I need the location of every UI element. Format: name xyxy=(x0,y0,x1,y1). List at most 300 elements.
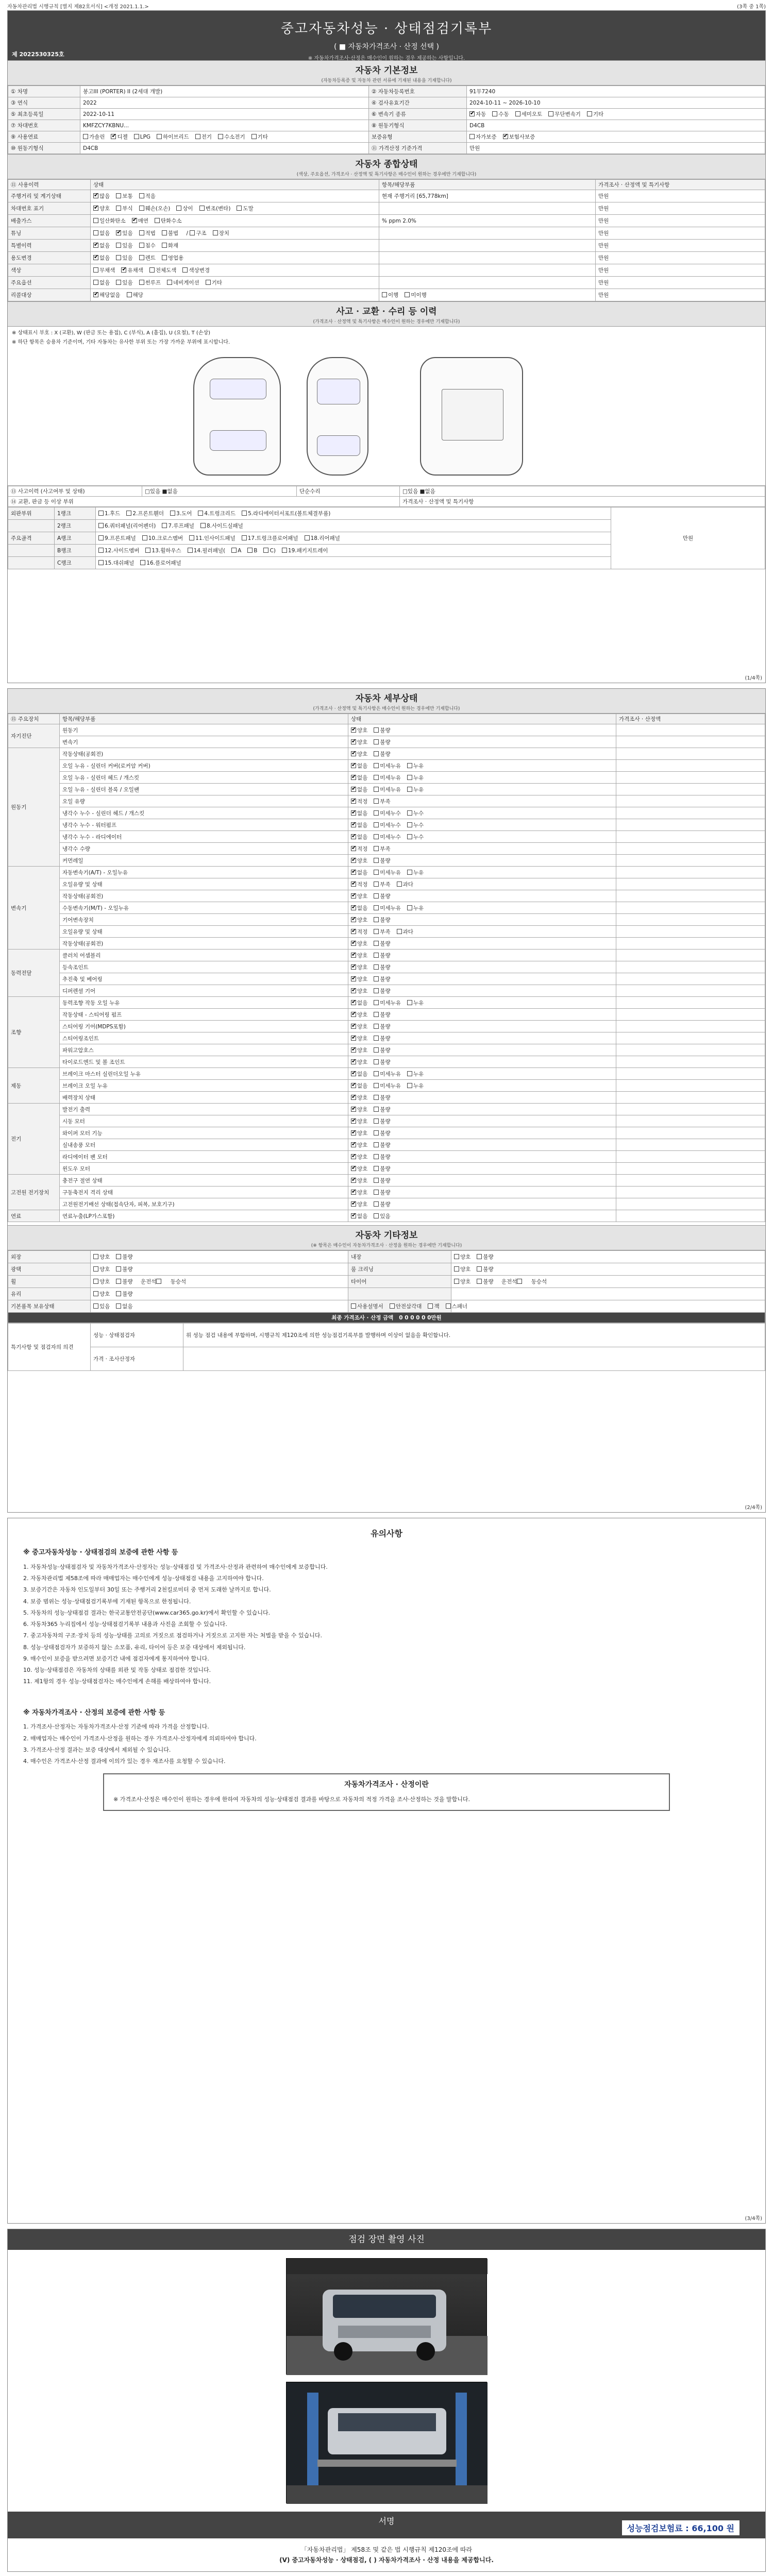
checkbox[interactable] xyxy=(374,1201,379,1207)
device-item-status: ✔ 적정 부족 과다 xyxy=(348,926,616,938)
checkbox[interactable] xyxy=(162,523,167,528)
checkbox[interactable] xyxy=(374,810,379,816)
device-group-label: 전기 xyxy=(8,1104,60,1175)
notice-paragraph: 1. 자동차성능·상태점검자 및 자동차가격조사·산정자는 성능·상태점검 및 가격조사·산정과 관련하여 매수인에게 보증합니다. xyxy=(23,1563,328,1570)
checkbox[interactable] xyxy=(139,255,144,260)
checkbox[interactable] xyxy=(242,535,247,540)
checkbox[interactable] xyxy=(351,1178,356,1183)
checkbox[interactable] xyxy=(374,858,379,863)
other-table xyxy=(8,1250,765,1323)
device-item-label: 오일유량 및 상태 xyxy=(60,926,348,938)
checkbox[interactable] xyxy=(93,1291,98,1296)
document-number: 제 2022530325호 xyxy=(12,51,64,58)
device-item-status: ✔ 양호 불량 xyxy=(348,1198,616,1210)
checkbox[interactable] xyxy=(374,941,379,946)
device-item-price xyxy=(616,1198,765,1210)
checkbox[interactable] xyxy=(374,905,379,910)
checkbox[interactable] xyxy=(407,1000,412,1005)
other-item-value: 양호 불량 xyxy=(91,1288,348,1300)
checkbox[interactable] xyxy=(139,193,144,198)
device-item-label: 냉각수 누수 - 라디에이터 xyxy=(60,831,348,843)
checkbox[interactable] xyxy=(195,134,200,139)
field-value: 2022-10-11 xyxy=(80,109,369,120)
checkbox[interactable] xyxy=(374,727,379,733)
checkbox[interactable] xyxy=(374,1154,379,1159)
checkbox[interactable] xyxy=(93,267,98,273)
checkbox[interactable] xyxy=(200,523,206,528)
notice-paragraph: 3. 보증기간은 자동차 인도일부터 30일 또는 주행거리 2천킬로미터 중 먼저 도래한 날까지로 합니다. xyxy=(23,1586,271,1594)
device-item-status: ✔ 양호 불량 xyxy=(348,1044,616,1056)
appraisal-box-text: ※ 가격조사·산정은 매수인이 원하는 경우에 한하여 자동차의 성능·상태점검 결과를 바탕으로 자동차의 적정 가격을 조사·산정하는 것을 말합니다. xyxy=(113,1795,470,1803)
checkbox[interactable] xyxy=(351,1201,356,1207)
checkbox[interactable] xyxy=(351,810,356,816)
appraisal-paragraph: 3. 가격조사·산정 결과는 보증 대상에서 제외될 수 있습니다. xyxy=(23,1746,171,1753)
checkbox[interactable] xyxy=(188,548,193,553)
checkbox[interactable] xyxy=(351,870,356,875)
device-item-price xyxy=(616,914,765,926)
checkbox[interactable] xyxy=(93,230,98,235)
checkbox[interactable] xyxy=(351,1012,356,1017)
checkbox[interactable] xyxy=(116,1266,121,1272)
checkbox[interactable] xyxy=(517,1279,522,1284)
checkbox[interactable] xyxy=(374,775,379,780)
checkbox[interactable] xyxy=(454,1254,459,1259)
notice-paragraph: 8. 성능·상태점검자가 보증하지 않는 소모품, 유리, 타이어 등은 보증 대상에서 제외됩니다. xyxy=(23,1643,246,1651)
checkbox[interactable] xyxy=(374,1071,379,1076)
checkbox[interactable] xyxy=(374,882,379,887)
checkbox[interactable] xyxy=(93,193,98,198)
checkbox[interactable] xyxy=(407,834,412,839)
checkbox[interactable] xyxy=(477,1266,482,1272)
checkbox[interactable] xyxy=(93,280,98,285)
checkbox[interactable] xyxy=(351,988,356,993)
checkbox[interactable] xyxy=(116,1254,121,1259)
checkbox[interactable] xyxy=(83,134,88,139)
checkbox[interactable] xyxy=(93,218,98,223)
checkbox[interactable] xyxy=(139,243,144,248)
device-item-status: ✔ 없음 미세누유 누유 xyxy=(348,772,616,784)
checkbox[interactable] xyxy=(351,1000,356,1005)
checkbox[interactable] xyxy=(351,941,356,946)
checkbox[interactable] xyxy=(127,292,132,297)
column-header: 상태 xyxy=(91,180,379,190)
checkbox[interactable] xyxy=(162,230,167,235)
checkbox[interactable] xyxy=(351,1095,356,1100)
checkbox[interactable] xyxy=(351,846,356,851)
checkbox[interactable] xyxy=(139,230,144,235)
checkbox[interactable] xyxy=(374,1036,379,1041)
form-header-note xyxy=(7,2,766,9)
checkbox[interactable] xyxy=(454,1266,459,1272)
checkbox[interactable] xyxy=(116,193,121,198)
checkbox[interactable] xyxy=(374,1142,379,1147)
checkbox[interactable] xyxy=(351,1107,356,1112)
other-item-value: 양호 불량 xyxy=(91,1251,348,1263)
checkbox[interactable] xyxy=(351,739,356,744)
appraisal-box-title: 자동차가격조사 · 산정이란 xyxy=(344,1781,429,1789)
checkbox[interactable] xyxy=(351,1118,356,1124)
checkbox[interactable] xyxy=(374,976,379,981)
checkbox[interactable] xyxy=(305,535,310,540)
checkbox[interactable] xyxy=(374,834,379,839)
device-item-price xyxy=(616,926,765,938)
checkbox[interactable] xyxy=(407,870,412,875)
device-item-label: 원동기 xyxy=(60,724,348,736)
checkbox[interactable] xyxy=(351,905,356,910)
checkbox[interactable] xyxy=(351,1154,356,1159)
overall-item-detail xyxy=(379,252,596,264)
field-value: 봉고III (PORTER) II (2세대 개발) xyxy=(80,86,369,97)
device-item-price xyxy=(616,843,765,855)
checkbox[interactable] xyxy=(199,206,205,211)
checkbox[interactable] xyxy=(515,111,520,116)
checkbox[interactable] xyxy=(134,134,139,139)
checkbox[interactable] xyxy=(351,1036,356,1041)
notice-paragraph: 4. 보증 범위는 성능·상태점검기록부에 기재된 항목으로 한정됩니다. xyxy=(23,1598,191,1605)
overall-item-status: 없음✔ 있음 적법 불법 / 구조 장치 xyxy=(91,227,379,240)
checkbox[interactable] xyxy=(351,787,356,792)
simple-repair-label: 단순수리 xyxy=(297,486,400,497)
overall-item-status: ✔ 없음 있음 침수 화재 xyxy=(91,240,379,252)
checkbox[interactable] xyxy=(162,255,167,260)
checkbox[interactable] xyxy=(374,1118,379,1124)
device-group-label: 조향 xyxy=(8,997,60,1068)
checkbox[interactable] xyxy=(469,134,475,139)
checkbox[interactable] xyxy=(469,111,475,116)
checkbox[interactable] xyxy=(374,787,379,792)
checkbox[interactable] xyxy=(116,280,121,285)
checkbox[interactable] xyxy=(397,929,402,934)
checkbox[interactable] xyxy=(156,1279,161,1284)
checkbox[interactable] xyxy=(282,548,287,553)
checkbox[interactable] xyxy=(98,523,104,528)
checkbox[interactable] xyxy=(182,267,188,273)
checkbox[interactable] xyxy=(351,858,356,863)
checkbox[interactable] xyxy=(374,988,379,993)
overall-title: 자동차 종합상태 xyxy=(355,159,418,170)
checkbox[interactable] xyxy=(132,218,137,223)
device-item-status: ✔ 양호 불량 xyxy=(348,985,616,997)
device-item-status: ✔ 양호 불량 xyxy=(348,914,616,926)
part-group-label: 주요골격 xyxy=(8,532,55,545)
accident-history-label: ⑬ 사고이력 (사고여부 및 상태) xyxy=(8,486,142,497)
device-item-price xyxy=(616,1151,765,1163)
checkbox[interactable] xyxy=(351,1047,356,1053)
accident-subtitle: (가격조사 · 산정액 및 특기사항은 매수인이 원하는 경우에만 기재합니다) xyxy=(313,319,460,325)
field-label: ⑥ 변속기 종류 xyxy=(369,109,467,120)
abnormal-parts-label: ⑭ 교환, 판금 등 이상 부위 xyxy=(8,497,400,507)
checkbox[interactable] xyxy=(351,1024,356,1029)
checkbox[interactable] xyxy=(374,1130,379,1136)
overall-item-detail: % ppm 2.0% xyxy=(379,215,596,227)
device-item-price xyxy=(616,819,765,831)
checkbox[interactable] xyxy=(374,846,379,851)
column-header: 항목/해당부품 xyxy=(60,714,348,724)
checkbox[interactable] xyxy=(98,560,104,565)
checkbox[interactable] xyxy=(351,751,356,756)
device-item-label: 스티어링조인트 xyxy=(60,1032,348,1044)
checkbox[interactable] xyxy=(407,1083,412,1088)
checkbox[interactable] xyxy=(503,134,508,139)
device-item-label: 동력조향 작동 오일 누유 xyxy=(60,997,348,1009)
checkbox[interactable] xyxy=(492,111,497,116)
accident-price-value: 만원 xyxy=(611,507,765,569)
device-item-label: 구동축전지 격리 상태 xyxy=(60,1187,348,1198)
checkbox[interactable] xyxy=(407,775,412,780)
checkbox[interactable] xyxy=(242,511,247,516)
checkbox[interactable] xyxy=(374,739,379,744)
checkbox[interactable] xyxy=(407,905,412,910)
checkbox[interactable] xyxy=(142,535,147,540)
device-item-price xyxy=(616,736,765,748)
device-item-price xyxy=(616,938,765,950)
overall-table xyxy=(8,179,765,301)
other-item-label: 사용설명서 안전삼각대 잭 스패너 xyxy=(348,1300,451,1313)
checkbox[interactable] xyxy=(351,929,356,934)
checkbox[interactable] xyxy=(218,134,223,139)
checkbox[interactable] xyxy=(351,882,356,887)
accident-parts-table xyxy=(8,507,765,569)
checkbox[interactable] xyxy=(98,511,104,516)
notice-heading-1: ※ 중고자동차성능 · 상태점검의 보증에 관한 사항 등 xyxy=(23,1549,178,1556)
checkbox[interactable] xyxy=(140,560,145,565)
checkbox[interactable] xyxy=(548,111,553,116)
device-item-price xyxy=(616,1068,765,1080)
checkbox[interactable] xyxy=(111,134,116,139)
checkbox[interactable] xyxy=(139,280,144,285)
car-outline-left xyxy=(193,357,281,476)
checkbox[interactable] xyxy=(351,763,356,768)
checkbox[interactable] xyxy=(454,1279,459,1284)
checkbox[interactable] xyxy=(351,964,356,970)
device-item-label: 오일 누유 - 실린더 커버(로커암 커버) xyxy=(60,760,348,772)
special-table xyxy=(8,1323,765,1371)
device-item-status: ✔ 없음 미세누유 누유 xyxy=(348,1080,616,1092)
checkbox[interactable] xyxy=(93,1279,98,1284)
device-item-label: 오일유량 및 상태 xyxy=(60,878,348,890)
checkbox[interactable] xyxy=(351,1213,356,1218)
form-reference: 자동차관리법 시행규칙 [별지 제82호서식] <개정 2021.1.1.> xyxy=(7,4,149,10)
checkbox[interactable] xyxy=(351,976,356,981)
checkbox[interactable] xyxy=(263,548,268,553)
device-item-status: ✔ 적정 부족 xyxy=(348,795,616,807)
checkbox[interactable] xyxy=(374,1095,379,1100)
checkbox[interactable] xyxy=(121,267,126,273)
checkbox[interactable] xyxy=(351,1059,356,1064)
checkbox[interactable] xyxy=(98,535,104,540)
device-item-price xyxy=(616,760,765,772)
checkbox[interactable] xyxy=(407,1071,412,1076)
checkbox[interactable] xyxy=(116,1279,121,1284)
checkbox[interactable] xyxy=(189,535,194,540)
checkbox[interactable] xyxy=(351,1130,356,1136)
device-item-label: 등속조인트 xyxy=(60,961,348,973)
overall-item-price: 만원 xyxy=(596,190,765,202)
checkbox[interactable] xyxy=(374,1178,379,1183)
checkbox[interactable] xyxy=(351,799,356,804)
checkbox[interactable] xyxy=(351,917,356,922)
accident-section xyxy=(8,301,765,569)
accident-note: ※ 하단 항목은 승용차 기준이며, 기타 자동차는 유사한 부위 또는 가장 가까운 부위에 표시합니다. xyxy=(12,340,230,345)
car-outline-top xyxy=(307,357,368,476)
checkbox[interactable] xyxy=(145,548,150,553)
checkbox[interactable] xyxy=(397,882,402,887)
checkbox[interactable] xyxy=(167,280,172,285)
appraisal-paragraph: 1. 가격조사·산정자는 자동차가격조사·산정 기준에 따라 가격을 산정합니다. xyxy=(23,1723,209,1731)
checkbox[interactable] xyxy=(374,822,379,827)
checkbox[interactable] xyxy=(374,870,379,875)
checkbox[interactable] xyxy=(374,763,379,768)
checkbox[interactable] xyxy=(198,511,203,516)
checkbox[interactable] xyxy=(374,1012,379,1017)
checkbox[interactable] xyxy=(351,1190,356,1195)
checkbox[interactable] xyxy=(157,134,162,139)
checkbox[interactable] xyxy=(247,548,253,553)
checkbox[interactable] xyxy=(116,255,121,260)
checkbox[interactable] xyxy=(477,1254,482,1259)
checkbox[interactable] xyxy=(139,206,144,211)
overall-item-status: ✔ 많음 보통 적음 xyxy=(91,190,379,202)
checkbox[interactable] xyxy=(407,810,412,816)
checkbox[interactable] xyxy=(382,292,387,297)
part-options: 15.대쉬패널 16.플로어패널 xyxy=(96,557,611,569)
checkbox[interactable] xyxy=(231,548,237,553)
device-item-price xyxy=(616,973,765,985)
checkbox[interactable] xyxy=(351,834,356,839)
other-item-value: 양호 불량 xyxy=(451,1251,765,1263)
checkbox[interactable] xyxy=(116,243,121,248)
other-item-value xyxy=(451,1300,765,1313)
checkbox[interactable] xyxy=(93,243,98,248)
checkbox[interactable] xyxy=(155,218,160,223)
checkbox[interactable] xyxy=(374,1213,379,1218)
checkbox[interactable] xyxy=(374,1059,379,1064)
checkbox[interactable] xyxy=(351,775,356,780)
checkbox[interactable] xyxy=(374,1190,379,1195)
checkbox[interactable] xyxy=(98,548,104,553)
checkbox[interactable] xyxy=(116,1291,121,1296)
checkbox[interactable] xyxy=(374,893,379,899)
device-item-price xyxy=(616,1115,765,1127)
checkbox[interactable] xyxy=(170,511,175,516)
checkbox[interactable] xyxy=(390,1303,395,1309)
checkbox[interactable] xyxy=(116,230,121,235)
checkbox[interactable] xyxy=(93,1303,98,1309)
checkbox[interactable] xyxy=(374,1107,379,1112)
checkbox[interactable] xyxy=(351,953,356,958)
checkbox[interactable] xyxy=(351,1303,356,1309)
checkbox[interactable] xyxy=(93,255,98,260)
checkbox[interactable] xyxy=(351,1071,356,1076)
checkbox[interactable] xyxy=(351,1142,356,1147)
device-item-label: 냉각수 누수 - 실린더 헤드 / 개스킷 xyxy=(60,807,348,819)
checkbox[interactable] xyxy=(93,1266,98,1272)
checkbox[interactable] xyxy=(93,1254,98,1259)
column-header: ⑪ 사용이력 xyxy=(8,180,91,190)
checkbox[interactable] xyxy=(213,230,218,235)
checkbox[interactable] xyxy=(428,1303,433,1309)
inspection-photo-front[interactable] xyxy=(286,2258,487,2375)
checkbox[interactable] xyxy=(93,206,98,211)
checkbox[interactable] xyxy=(237,206,242,211)
checkbox[interactable] xyxy=(407,787,412,792)
accident-legend: ※ 상태표시 부호 : X (교환), W (판금 또는 용접), C (부식), A (흠집), U (요철), T (손상) xyxy=(12,330,211,336)
page-number: (3/4쪽) xyxy=(745,2216,762,2222)
checkbox[interactable] xyxy=(374,1024,379,1029)
checkbox[interactable] xyxy=(93,292,98,297)
checkbox[interactable] xyxy=(446,1303,451,1309)
checkbox[interactable] xyxy=(116,1303,121,1309)
device-item-status: ✔ 양호 불량 xyxy=(348,973,616,985)
checkbox[interactable] xyxy=(190,230,195,235)
field-value: KMFZCY7KBNU... xyxy=(80,120,369,131)
checkbox[interactable] xyxy=(477,1279,482,1284)
checkbox[interactable] xyxy=(149,267,155,273)
checkbox[interactable] xyxy=(176,206,181,211)
checkbox[interactable] xyxy=(374,964,379,970)
field-value: 91무7240 xyxy=(467,86,765,97)
checkbox[interactable] xyxy=(374,1166,379,1171)
part-group-label xyxy=(8,557,55,569)
checkbox[interactable] xyxy=(407,763,412,768)
device-item-status: ✔ 없음 미세누유 누유 xyxy=(348,997,616,1009)
part-options: 6.쿼터패널(리어펜더) 7.루프패널 8.사이드실패널 xyxy=(96,520,611,532)
checkbox[interactable] xyxy=(374,953,379,958)
device-item-label: 스티어링 기어(MDPS포함) xyxy=(60,1021,348,1032)
appraisal-paragraph: 2. 매매업자는 매수인이 가격조사·산정을 원하는 경우 가격조사·산정자에게 의뢰하여야 합니다. xyxy=(23,1735,257,1742)
checkbox[interactable] xyxy=(351,1083,356,1088)
checkbox[interactable] xyxy=(162,243,167,248)
checkbox[interactable] xyxy=(374,799,379,804)
checkbox[interactable] xyxy=(116,206,121,211)
device-item-price xyxy=(616,950,765,961)
device-item-label: 작동상태(공회전) xyxy=(60,748,348,760)
checkbox[interactable] xyxy=(351,1166,356,1171)
checkbox[interactable] xyxy=(374,917,379,922)
device-item-status: ✔ 없음 있음 xyxy=(348,1210,616,1222)
inspection-photo-lift[interactable] xyxy=(286,2382,487,2503)
device-item-status: ✔ 적정 부족 xyxy=(348,843,616,855)
notice-paragraph: 10. 성능·상태점검은 자동차의 상태를 외관 및 작동 상태로 점검한 것입니다. xyxy=(23,1667,211,1673)
checkbox[interactable] xyxy=(407,822,412,827)
other-item-label: 내장 xyxy=(348,1251,451,1263)
checkbox[interactable] xyxy=(206,280,211,285)
device-item-price xyxy=(616,890,765,902)
device-item-status: ✔ 양호 불량 xyxy=(348,724,616,736)
overall-item-label: 차대번호 표기 xyxy=(8,202,91,215)
checkbox[interactable] xyxy=(374,929,379,934)
overall-item-status: 없음 있음 썬루프 네비게이션 기타 xyxy=(91,277,379,289)
overall-item-label: 배출가스 xyxy=(8,215,91,227)
checkbox[interactable] xyxy=(351,822,356,827)
checkbox[interactable] xyxy=(351,893,356,899)
other-item-value: 양호 불량 xyxy=(451,1263,765,1276)
checkbox[interactable] xyxy=(374,1083,379,1088)
device-item-status: ✔ 양호 불량 xyxy=(348,1056,616,1068)
checkbox[interactable] xyxy=(587,111,592,116)
checkbox[interactable] xyxy=(251,134,257,139)
device-item-label: 기어변속장치 xyxy=(60,914,348,926)
checkbox[interactable] xyxy=(126,511,131,516)
checkbox[interactable] xyxy=(405,292,410,297)
notice-paragraph: 5. 자동차의 성능·상태점검 결과는 한국교통안전공단(www.car365.go.kr)에서 확인할 수 있습니다. xyxy=(23,1609,271,1616)
checkbox[interactable] xyxy=(374,1047,379,1053)
checkbox[interactable] xyxy=(374,751,379,756)
device-item-price xyxy=(616,1139,765,1151)
device-item-label: 충전구 절연 상태 xyxy=(60,1175,348,1187)
checkbox[interactable] xyxy=(374,1000,379,1005)
checkbox[interactable] xyxy=(351,727,356,733)
